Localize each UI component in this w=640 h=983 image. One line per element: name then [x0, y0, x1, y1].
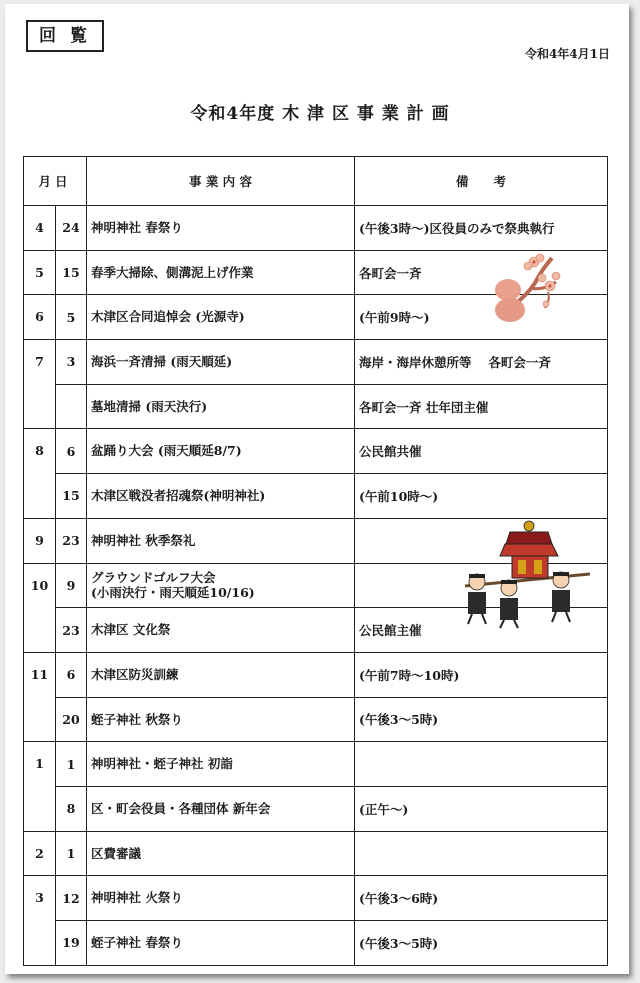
- month-cell: 11: [24, 652, 56, 741]
- event-cell: 神明神社 秋季祭礼: [87, 518, 355, 563]
- event-cell: 神明神社 火祭り: [87, 876, 355, 921]
- event-cell: 蛭子神社 秋祭り: [87, 697, 355, 742]
- note-cell: (午前7時～10時): [355, 652, 608, 697]
- table-row: [24, 429, 608, 474]
- month-cell: 5: [24, 250, 56, 295]
- event-cell: 木津区 文化祭: [87, 608, 355, 653]
- event-cell: 区費審議: [87, 831, 355, 876]
- event-cell: 春季大掃除、側溝泥上げ作業: [87, 250, 355, 295]
- month-cell: 3: [24, 876, 56, 965]
- note-cell: (午後3時～)区役員のみで祭典執行: [355, 206, 608, 251]
- day-cell: 3: [56, 340, 87, 385]
- event-cell: 盆踊り大会 (雨天順延8/7): [87, 429, 355, 474]
- event-cell: 木津区戦没者招魂祭(神明神社): [87, 474, 355, 519]
- month-cell: 9: [24, 518, 56, 563]
- table-row: [24, 742, 608, 787]
- event-cell: 木津区防災訓練: [87, 652, 355, 697]
- day-cell: 6: [56, 429, 87, 474]
- table-row: [24, 474, 608, 519]
- table-row: [24, 876, 608, 921]
- table-row: [24, 384, 608, 429]
- note-cell: [355, 831, 608, 876]
- month-cell: 7: [24, 340, 56, 429]
- note-cell: 海岸・海岸休憩所等 各町会一斉: [355, 340, 608, 385]
- note-cell: (午後3～5時): [355, 921, 608, 966]
- day-cell: [56, 384, 87, 429]
- day-cell: 1: [56, 831, 87, 876]
- header-notes: 備 考: [355, 157, 608, 206]
- day-cell: 6: [56, 652, 87, 697]
- note-cell: 公民館主催: [355, 608, 608, 653]
- note-cell: (正午～): [355, 786, 608, 831]
- note-cell: 公民館共催: [355, 429, 608, 474]
- table-row: [24, 831, 608, 876]
- event-cell: 神明神社 春祭り: [87, 206, 355, 251]
- day-cell: 5: [56, 295, 87, 340]
- table-row: [24, 652, 608, 697]
- header-content: 事 業 内 容: [87, 157, 355, 206]
- day-cell: 23: [56, 518, 87, 563]
- table-row: [24, 786, 608, 831]
- event-cell: 神明神社・蛭子神社 初詣: [87, 742, 355, 787]
- day-cell: 15: [56, 474, 87, 519]
- event-cell: 区・町会役員・各種団体 新年会: [87, 786, 355, 831]
- day-cell: 9: [56, 563, 87, 608]
- mikoshi-festival-illustration: [460, 516, 595, 631]
- note-cell: (午前10時～): [355, 474, 608, 519]
- day-cell: 23: [56, 608, 87, 653]
- note-cell: 各町会一斉 壮年団主催: [355, 384, 608, 429]
- note-cell: 各町会一斉: [355, 250, 608, 295]
- page-title: 令和4年度 木 津 区 事 業 計 画: [190, 104, 450, 124]
- plum-blossom-illustration: [490, 248, 570, 333]
- header-monthday: 月日: [24, 157, 87, 206]
- event-cell: 海浜一斉清掃 (雨天順延): [87, 340, 355, 385]
- event-cell: グラウンドゴルフ大会 (小雨決行・雨天順延10/16): [87, 563, 355, 608]
- note-cell: (午後3～6時): [355, 876, 608, 921]
- month-cell: 8: [24, 429, 56, 518]
- table-row: [24, 206, 608, 251]
- month-cell: 4: [24, 206, 56, 251]
- event-cell: 木津区合同追悼会 (光源寺): [87, 295, 355, 340]
- day-cell: 15: [56, 250, 87, 295]
- month-cell: 10: [24, 563, 56, 652]
- note-cell: [355, 742, 608, 787]
- event-cell: 蛭子神社 春祭り: [87, 921, 355, 966]
- day-cell: 20: [56, 697, 87, 742]
- note-cell: (午前9時～): [355, 295, 608, 340]
- day-cell: 19: [56, 921, 87, 966]
- day-cell: 8: [56, 786, 87, 831]
- month-cell: 6: [24, 295, 56, 340]
- table-header-row: [24, 157, 608, 206]
- day-cell: 24: [56, 206, 87, 251]
- issue-date: 令和4年4月1日: [524, 47, 610, 61]
- circulation-stamp: 回 覧: [26, 20, 104, 52]
- table-row: [24, 921, 608, 966]
- day-cell: 12: [56, 876, 87, 921]
- month-cell: 2: [24, 831, 56, 876]
- day-cell: 1: [56, 742, 87, 787]
- event-cell: 墓地清掃 (雨天決行): [87, 384, 355, 429]
- table-row: [24, 340, 608, 385]
- table-row: [24, 697, 608, 742]
- note-cell: (午後3～5時): [355, 697, 608, 742]
- month-cell: 1: [24, 742, 56, 831]
